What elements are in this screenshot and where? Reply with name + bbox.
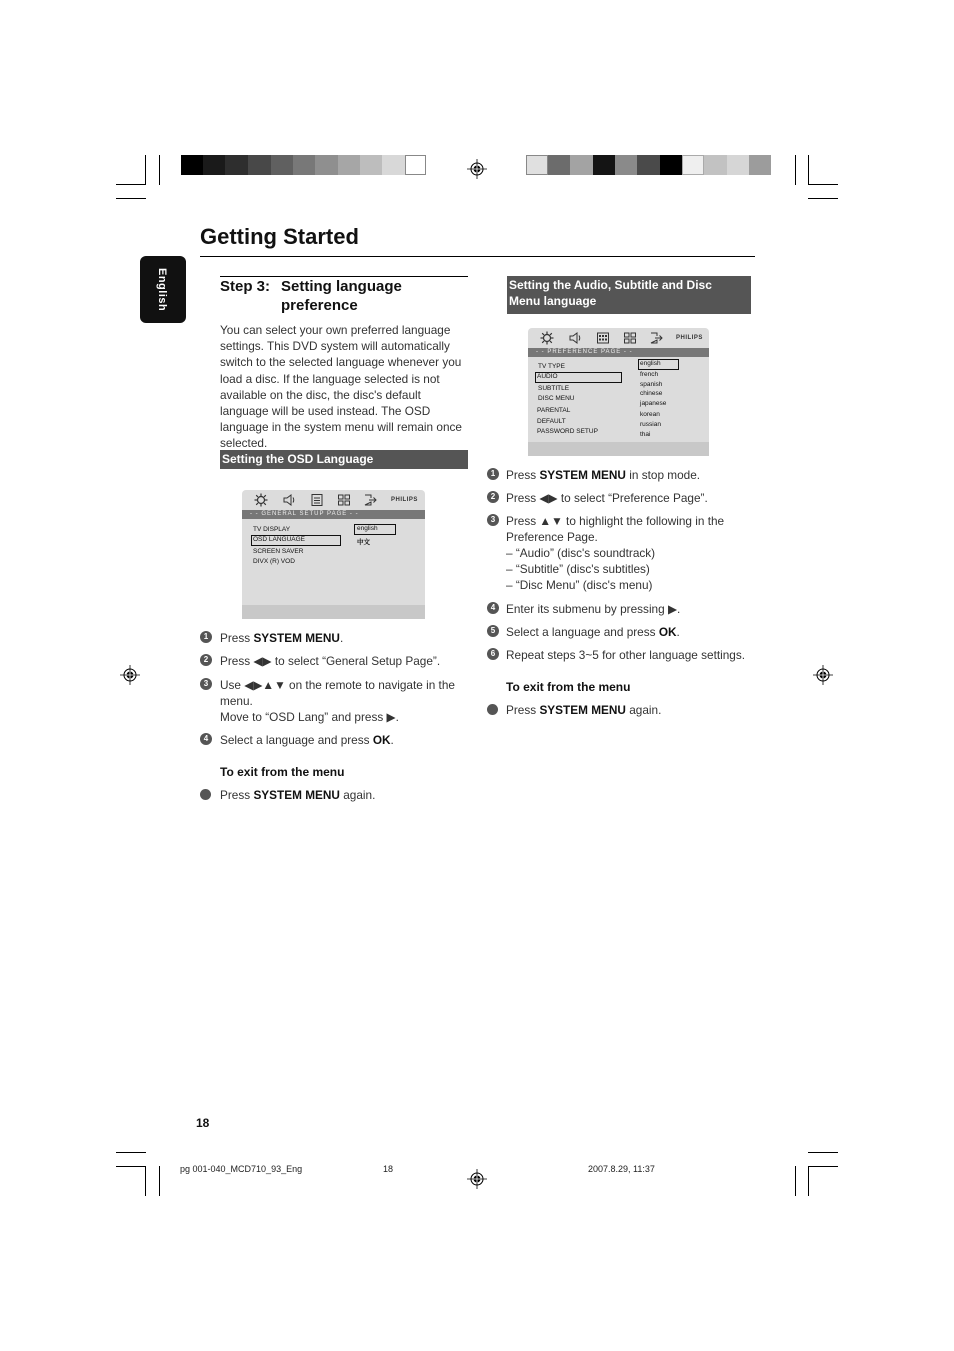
step-text: Press ◀▶ to select “General Setup Page”. — [220, 654, 441, 668]
step-heading-text: Setting language preference — [281, 278, 402, 314]
menu-item: PARENTAL — [537, 407, 571, 414]
registration-mark-icon — [467, 159, 487, 179]
speaker-icon — [568, 331, 582, 345]
exit-icon — [649, 331, 663, 345]
menu-item: OSD LANGUAGE — [253, 536, 306, 543]
screen-header: - - PREFERENCE PAGE - - — [528, 348, 709, 357]
menu-item: DEFAULT — [537, 418, 566, 425]
step-text: Enter its submenu by pressing ▶. — [506, 602, 681, 616]
page-number: 18 — [196, 1116, 210, 1130]
step-number: 1 — [200, 631, 212, 643]
language-tab-label: English — [156, 268, 168, 312]
exit-step-text: Press SYSTEM MENU again. — [220, 788, 376, 802]
menu-item: DISC MENU — [538, 395, 575, 402]
step-heading — [220, 277, 431, 315]
step-number: 3 — [487, 514, 499, 526]
step-number: 4 — [200, 733, 212, 745]
menu-item: SUBTITLE — [538, 385, 570, 392]
audio-section-bar-line2: Menu language — [509, 294, 597, 308]
menu-item: TV DISPLAY — [253, 526, 291, 533]
step-number: 3 — [200, 678, 212, 690]
step-text: Press ▲▼ to highlight the following in the Preference Page. — [506, 514, 725, 544]
registration-mark-icon — [120, 665, 140, 685]
menu-item: AUDIO — [537, 373, 558, 380]
screen-header: - - GENERAL SETUP PAGE - - — [242, 510, 425, 519]
step-text: Use ◀▶▲▼ on the remote to navigate in the menu. Move to “OSD Lang” and press ▶. — [220, 678, 455, 724]
bullet-dot — [200, 789, 211, 800]
step-text: Repeat steps 3~5 for other language settings. — [506, 648, 746, 662]
audio-section-bar-line1: Setting the Audio, Subtitle and Disc — [509, 278, 712, 292]
step-text: Press SYSTEM MENU. — [220, 631, 344, 645]
sub-item: – “Subtitle” (disc's subtitles) — [506, 562, 650, 576]
step-number: 1 — [487, 468, 499, 480]
step-text: Select a language and press OK. — [506, 625, 680, 639]
option-item: japanese — [640, 400, 667, 407]
menu-item: PASSWORD SETUP — [537, 428, 598, 435]
footer-page: 18 — [383, 1164, 394, 1174]
page-title: Getting Started — [200, 224, 359, 249]
option-item: french — [640, 371, 659, 378]
audio-section-bar — [507, 276, 751, 314]
language-tab — [140, 256, 186, 323]
option-item: english — [357, 525, 378, 532]
title-rule — [200, 256, 755, 257]
menu-item: SCREEN SAVER — [253, 548, 304, 555]
brand-logo: PHILIPS — [676, 335, 703, 341]
registration-mark-icon — [813, 665, 833, 685]
speaker-icon — [282, 493, 296, 507]
menu-item: TV TYPE — [538, 363, 565, 370]
option-item: korean — [640, 411, 660, 418]
preference-menu-screen — [528, 328, 709, 456]
gear-icon — [540, 331, 554, 345]
option-item: english — [640, 360, 661, 367]
osd-section-bar: Setting the OSD Language — [220, 450, 468, 469]
step-number: 6 — [487, 648, 499, 660]
exit-step-text: Press SYSTEM MENU again. — [506, 703, 662, 717]
menu-item: DIVX (R) VOD — [253, 558, 295, 565]
exit-heading: To exit from the menu — [506, 680, 631, 694]
option-item: russian — [640, 421, 661, 428]
step-heading-num: Step 3: — [220, 278, 271, 295]
option-item: spanish — [640, 381, 663, 388]
step-text: Press ◀▶ to select “Preference Page”. — [506, 491, 708, 505]
footer-date: 2007.8.29, 11:37 — [588, 1164, 655, 1174]
grid-icon — [623, 331, 637, 345]
document-icon — [310, 493, 324, 507]
step-text: Press SYSTEM MENU in stop mode. — [506, 468, 701, 482]
sub-item: – “Disc Menu” (disc's menu) — [506, 578, 653, 592]
bullet-dot — [487, 704, 498, 715]
exit-icon — [363, 493, 377, 507]
step-number: 2 — [487, 491, 499, 503]
step-number: 4 — [487, 602, 499, 614]
brand-logo: PHILIPS — [391, 497, 418, 503]
option-item: thai — [640, 431, 651, 438]
step-number: 5 — [487, 625, 499, 637]
display-icon — [596, 331, 610, 345]
registration-mark-icon — [467, 1169, 487, 1189]
option-item: chinese — [640, 390, 663, 397]
step-number: 2 — [200, 654, 212, 666]
grid-icon — [337, 493, 351, 507]
footer-file: pg 001-040_MCD710_93_Eng — [180, 1164, 303, 1174]
osd-menu-screen — [242, 490, 425, 619]
gear-icon — [254, 493, 268, 507]
intro-paragraph: You can select your own preferred language settings. This DVD system will automatically switch to the selected language whenever you load a disc. If the language selected is not available on the disc, the disc's default language will be used instead. The OSD language in the system menu will remain once selected. — [220, 323, 462, 451]
exit-heading: To exit from the menu — [220, 765, 345, 779]
sub-item: – “Audio” (disc's soundtrack) — [506, 546, 656, 560]
step-text: Select a language and press OK. — [220, 733, 394, 747]
option-item: 中文 — [357, 539, 370, 546]
